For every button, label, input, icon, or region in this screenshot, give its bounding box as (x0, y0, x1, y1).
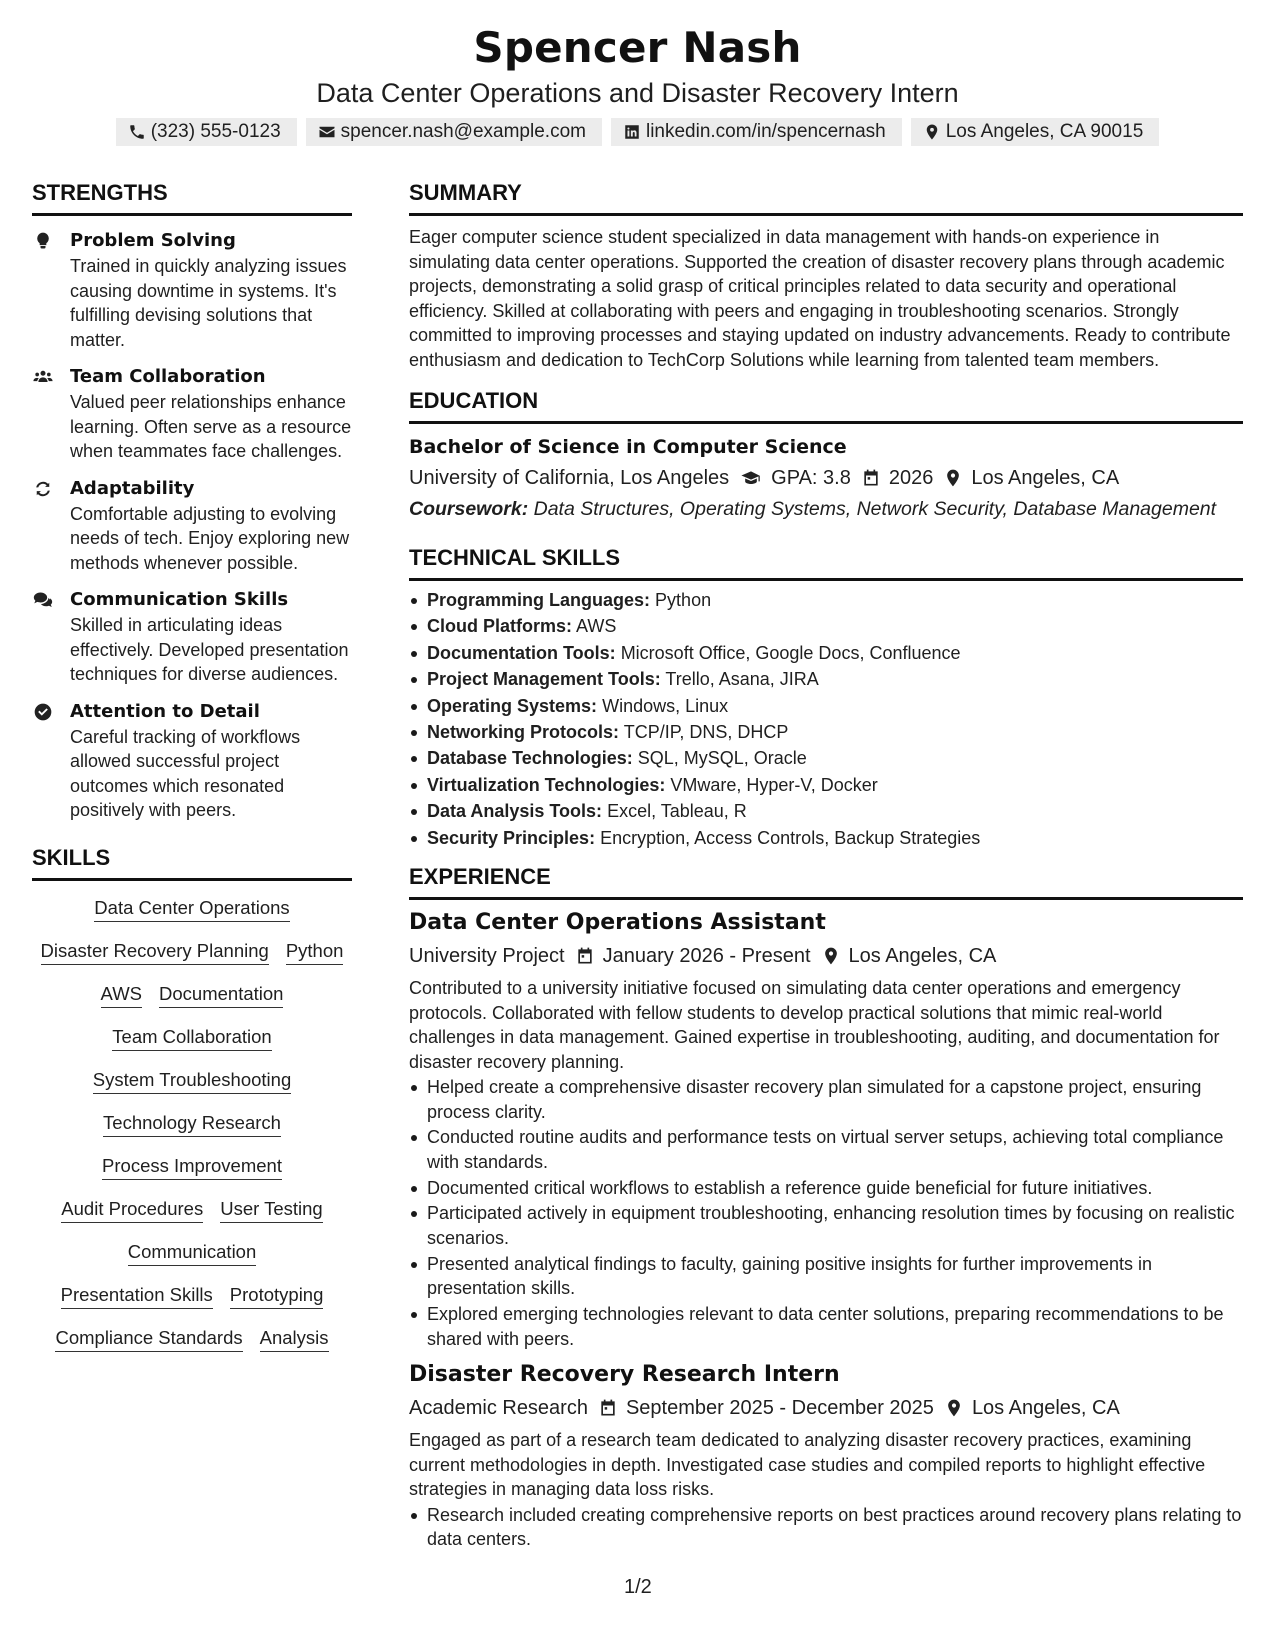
job-org: Academic Research (409, 1397, 588, 1419)
tech-skill-label: Networking Protocols: (427, 721, 620, 742)
page-number: 1/2 (624, 1576, 652, 1598)
tech-skill-label: Virtualization Technologies: (427, 774, 666, 795)
strength-desc: Comfortable adjusting to evolving needs of tech. Enjoy exploring new methods whenever possible. (70, 503, 350, 573)
strengths-heading: STRENGTHS (32, 178, 352, 216)
job-dates: September 2025 - December 2025 (625, 1397, 934, 1419)
experience-section (409, 862, 1243, 1551)
tech-skill-item (409, 588, 1243, 613)
tech-skill-value: Windows, Linux (602, 695, 729, 716)
job-meta (409, 942, 1243, 970)
skill-chip: Process Improvement (102, 1149, 282, 1180)
tech-skill-value: Python (655, 590, 712, 610)
skills-row (32, 891, 352, 934)
job-location: Los Angeles, CA (848, 945, 997, 968)
tech-skill-value: Microsoft Office, Google Docs, Confluence (620, 642, 961, 663)
tech-skill-label: Operating Systems: (427, 695, 598, 716)
skills-row (32, 1106, 352, 1149)
job-location: Los Angeles, CA (971, 1397, 1120, 1419)
lightbulb-icon (33, 231, 53, 251)
location-text: Los Angeles, CA 90015 (945, 121, 1144, 142)
comments-icon (33, 590, 53, 610)
candidate-name: Spencer Nash (473, 23, 802, 72)
map-marker-icon (944, 1398, 964, 1418)
contact-email[interactable] (306, 118, 602, 146)
job-title: Disaster Recovery Research Intern (409, 1362, 840, 1387)
tech-skill-item (409, 826, 1243, 851)
job-bullet: Research included creating comprehensive reports on best practices around recovery plans relating to data centers. (409, 1503, 1243, 1552)
technical-skills-list (409, 588, 1243, 850)
education-section (409, 386, 1243, 523)
degree-title: Bachelor of Science in Computer Science (409, 436, 847, 458)
experience-heading: EXPERIENCE (409, 862, 1243, 900)
tech-skill-label: Database Technologies: (427, 748, 633, 769)
coursework-line (409, 495, 1243, 523)
strength-title: Problem Solving (70, 230, 236, 251)
calendar-icon (575, 946, 595, 966)
contact-bar (0, 118, 1275, 146)
contact-linkedin[interactable] (611, 118, 902, 146)
skills-heading: SKILLS (32, 843, 352, 881)
strength-title: Attention to Detail (70, 700, 260, 722)
tech-skill-value: VMware, Hyper-V, Docker (670, 774, 878, 795)
tech-skill-label: Programming Languages: (427, 590, 651, 610)
tech-skill-value: SQL, MySQL, Oracle (637, 748, 807, 769)
contact-phone[interactable] (116, 118, 297, 146)
education-location: Los Angeles, CA (971, 467, 1120, 489)
tech-skill-value: Encryption, Access Controls, Backup Strategies (600, 827, 981, 848)
skills-section (32, 843, 352, 1364)
strength-desc: Careful tracking of workflows allowed successful project outcomes which resonated positively with peers. (70, 726, 301, 820)
tech-skill-item (409, 799, 1243, 824)
skills-row (32, 977, 352, 1020)
sync-icon (33, 479, 53, 499)
job-title: Data Center Operations Assistant (409, 910, 826, 936)
calendar-icon (861, 468, 881, 488)
map-marker-icon (821, 946, 841, 966)
education-meta (409, 464, 1243, 492)
job-description: Engaged as part of a research team dedicated to analyzing disaster recovery practices, examining current methodologies in depth. Investigated case studies and compiled reports to highlight effective strategies in managing data loss risks. (409, 1430, 1206, 1499)
job-entry (409, 908, 1243, 1351)
skill-chip: System Troubleshooting (93, 1063, 291, 1094)
job-bullet: Helped create a comprehensive disaster recovery plan simulated for a capstone project, ensuring process clarity. (409, 1075, 1243, 1124)
job-dates: January 2026 - Present (602, 945, 811, 968)
strength-desc: Skilled in articulating ideas effectively. Developed presentation techniques for diverse audiences. (70, 615, 349, 684)
tech-skill-label: Data Analysis Tools: (427, 801, 603, 822)
tech-skill-item (409, 694, 1243, 719)
skill-chip: Python (286, 934, 344, 965)
skills-row (32, 1020, 352, 1063)
coursework-list: Data Structures, Operating Systems, Network Security, Database Management (533, 498, 1217, 520)
strength-item (32, 476, 352, 576)
strength-desc: Trained in quickly analyzing issues causing downtime in systems. It's fulfilling devising solutions that matter. (70, 256, 347, 350)
right-column (409, 178, 1243, 1553)
skill-chip: Audit Procedures (61, 1192, 203, 1223)
skill-chip: Technology Research (103, 1106, 281, 1137)
tech-skill-value: AWS (576, 616, 617, 637)
summary-text: Eager computer science student specialized in data management with hands-on experience in simulating data center operations. Supported the creation of disaster recovery plans through academic projects, demonstrating a solid grasp of critical principles related to data security and operational efficiency. Skilled at collaborating with peers and engaging in troubleshooting scenarios. Strongly committed to improving processes and staying updated on industry advancements. Ready to contribute enthusiasm and dedication to TechCorp Solutions while learning from talented team members. (409, 227, 1231, 370)
skill-chip: Team Collaboration (112, 1020, 271, 1051)
check-circle-icon (33, 702, 53, 722)
linkedin-icon (623, 123, 641, 141)
skill-chip: Data Center Operations (94, 891, 289, 922)
skill-chip: Analysis (260, 1321, 329, 1352)
phone-icon (128, 123, 146, 141)
job-bullet: Presented analytical findings to faculty, gaining positive insights for further improvements in presentation skills. (409, 1252, 1243, 1301)
job-org: University Project (409, 945, 565, 968)
tech-skill-label: Security Principles: (427, 827, 596, 848)
tech-skill-item (409, 773, 1243, 798)
gpa-text: GPA: 3.8 (771, 467, 851, 489)
tech-skill-value: Excel, Tableau, R (607, 801, 747, 822)
summary-heading: SUMMARY (409, 178, 1243, 216)
job-bullet: Explored emerging technologies relevant to data center solutions, preparing recommendations to be shared with peers. (409, 1302, 1243, 1351)
tech-skill-value: Trello, Asana, JIRA (665, 669, 819, 690)
job-bullet: Participated actively in equipment troubleshooting, enhancing resolution times by focusing on realistic scenarios. (409, 1201, 1243, 1250)
tech-skill-item (409, 667, 1243, 692)
skill-chip: Prototyping (230, 1278, 324, 1309)
job-bullets (409, 1075, 1243, 1351)
job-entry (409, 1360, 1243, 1552)
skill-chip: User Testing (220, 1192, 322, 1223)
tech-skill-label: Documentation Tools: (427, 642, 616, 663)
skills-row (32, 1278, 352, 1321)
tech-skill-label: Project Management Tools: (427, 669, 661, 690)
phone-text: (323) 555-0123 (150, 121, 281, 142)
job-bullets (409, 1503, 1243, 1552)
summary-section (409, 178, 1243, 372)
school-name: University of California, Los Angeles (409, 467, 730, 489)
technical-skills-heading: TECHNICAL SKILLS (409, 543, 1243, 581)
graduation-cap-icon (739, 468, 763, 488)
resume-header (0, 0, 1275, 146)
graduation-year: 2026 (888, 467, 934, 489)
strength-item (32, 699, 352, 823)
strength-desc: Valued peer relationships enhance learning. Often serve as a resource when teammates face challenges. (70, 392, 352, 461)
skills-row (32, 934, 352, 977)
skills-row (32, 1321, 352, 1364)
skill-chip: Compliance Standards (55, 1321, 242, 1352)
users-icon (33, 367, 53, 387)
skills-row (32, 1235, 352, 1278)
strength-title: Adaptability (70, 477, 195, 499)
strength-item (32, 587, 352, 687)
skills-row (32, 1149, 352, 1192)
technical-skills-section (409, 543, 1243, 850)
skill-chip: Communication (128, 1235, 257, 1266)
skills-row (32, 1192, 352, 1235)
left-column (32, 178, 352, 1364)
tech-skill-item (409, 614, 1243, 639)
tech-skill-item (409, 720, 1243, 745)
skill-chip: Documentation (159, 977, 283, 1008)
map-marker-icon (923, 123, 941, 141)
strength-item (32, 364, 352, 464)
skill-chip: Presentation Skills (61, 1278, 213, 1309)
tech-skill-item (409, 641, 1243, 666)
calendar-icon (598, 1398, 618, 1418)
tech-skill-label: Cloud Platforms: (427, 616, 573, 637)
candidate-title: Data Center Operations and Disaster Recovery Intern (316, 78, 959, 108)
skills-row (32, 1063, 352, 1106)
email-text: spencer.nash@example.com (340, 121, 586, 142)
skill-chip: AWS (101, 977, 142, 1008)
education-heading: EDUCATION (409, 386, 1243, 424)
map-marker-icon (943, 468, 963, 488)
strength-title: Team Collaboration (70, 366, 266, 387)
coursework-label: Coursework: (409, 498, 529, 520)
contact-location (911, 118, 1160, 146)
job-meta (409, 1394, 1243, 1422)
job-bullet: Documented critical workflows to establish a reference guide beneficial for future initiatives. (409, 1176, 1243, 1201)
tech-skill-value: TCP/IP, DNS, DHCP (623, 721, 789, 742)
skills-chips (32, 891, 352, 1364)
tech-skill-item (409, 746, 1243, 771)
job-bullet: Conducted routine audits and performance tests on virtual server setups, achieving total compliance with standards. (409, 1125, 1243, 1174)
strength-title: Communication Skills (70, 589, 289, 610)
job-description: Contributed to a university initiative focused on simulating data center operations and emergency protocols. Collaborated with fellow students to develop practical solutions that mimic real-world challenges in data management. Gained expertise in troubleshooting, auditing, and documentation for disaster recovery planning. (409, 978, 1220, 1072)
skill-chip: Disaster Recovery Planning (41, 934, 269, 965)
envelope-icon (318, 123, 336, 141)
linkedin-text: linkedin.com/in/spencernash (645, 121, 886, 142)
strength-item (32, 228, 352, 352)
strengths-section (32, 178, 352, 823)
